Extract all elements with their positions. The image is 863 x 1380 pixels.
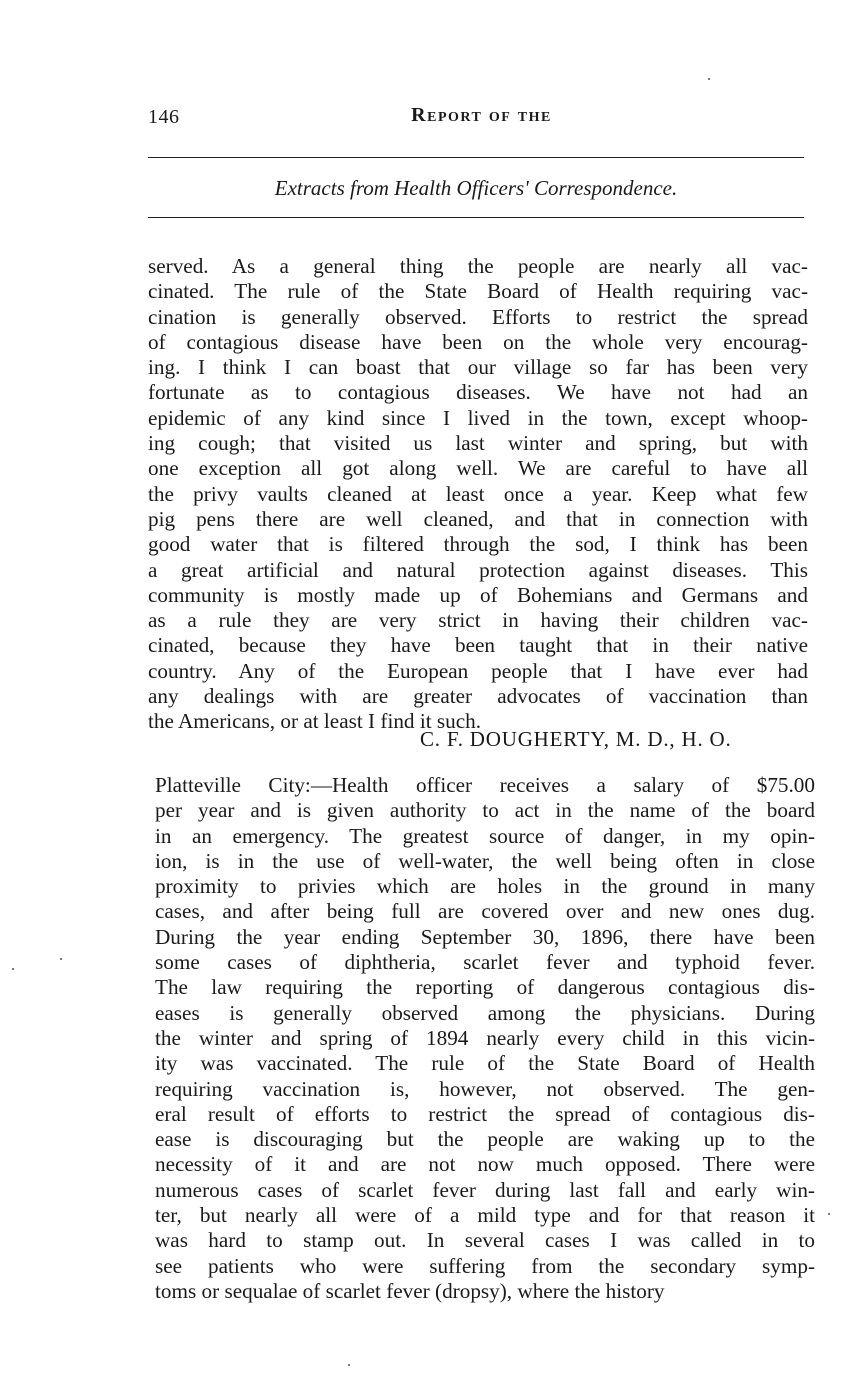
text-line: some cases of diphtheria, scarlet fever and typhoid fever. bbox=[155, 950, 815, 975]
text-line: community is mostly made up of Bohemians and Germans and bbox=[148, 582, 808, 607]
text-line: good water that is filtered through the sod, I think has been bbox=[148, 532, 808, 557]
text-line: toms or sequalae of scarlet fever (dropsy), where the history bbox=[155, 1278, 665, 1303]
header-rule-top bbox=[148, 157, 804, 158]
text-line: eases is generally observed among the physicians. During bbox=[155, 1000, 815, 1025]
text-line: see patients who were suffering from the secondary symp- bbox=[155, 1253, 815, 1278]
text-line: proximity to privies which are holes in the ground in many bbox=[155, 874, 815, 899]
text-line: ing cough; that visited us last winter and spring, but with bbox=[148, 431, 808, 456]
page-number: 146 bbox=[148, 106, 180, 128]
text-line: pig pens there are well cleaned, and that in connection with bbox=[148, 506, 808, 531]
paragraph-1 bbox=[148, 254, 808, 735]
section-title: Extracts from Health Officers' Correspondence. bbox=[274, 176, 678, 200]
text-line: numerous cases of scarlet fever during last fall and early win- bbox=[155, 1177, 815, 1202]
text-line: ease is discouraging but the people are waking up to the bbox=[155, 1127, 815, 1152]
text-line: any dealings with are greater advocates of vaccination than bbox=[148, 684, 808, 709]
text-line: cinated. The rule of the State Board of Health requiring vac- bbox=[148, 279, 808, 304]
text-line: The law requiring the reporting of dangerous contagious dis- bbox=[155, 975, 815, 1000]
text-line: necessity of it and are not now much opposed. There were bbox=[155, 1152, 815, 1177]
text-line: cination is generally observed. Efforts to restrict the spread bbox=[148, 304, 808, 329]
signature: C. F. DOUGHERTY, M. D., H. O. bbox=[420, 727, 732, 751]
scan-speck bbox=[60, 958, 62, 960]
text-line: served. As a general thing the people are nearly all vac- bbox=[148, 254, 808, 278]
text-line: cases, and after being full are covered over and new ones dug. bbox=[155, 899, 815, 924]
text-line: country. Any of the European people that I have ever had bbox=[148, 658, 808, 683]
text-line: the Americans, or at least I find it such. bbox=[148, 709, 482, 734]
text-line: a great artificial and natural protection against diseases. This bbox=[148, 557, 808, 582]
text-line: as a rule they are very strict in having their children vac- bbox=[148, 608, 808, 633]
text-line: eral result of efforts to restrict the spread of contagious dis- bbox=[155, 1101, 815, 1126]
text-line: ter, but nearly all were of a mild type and for that reason it bbox=[155, 1203, 815, 1228]
text-line: in an emergency. The greatest source of danger, in my opin- bbox=[155, 823, 815, 848]
scan-speck bbox=[828, 1213, 830, 1215]
text-line: requiring vaccination is, however, not observed. The gen- bbox=[155, 1076, 815, 1101]
text-line: per year and is given authority to act in the name of the board bbox=[155, 798, 815, 823]
text-line: the winter and spring of 1894 nearly every child in this vicin- bbox=[155, 1025, 815, 1050]
text-line: During the year ending September 30, 1896, there have been bbox=[155, 924, 815, 949]
text-line: ion, is in the use of well-water, the well being often in close bbox=[155, 848, 815, 873]
text-line: ity was vaccinated. The rule of the State Board of Health bbox=[155, 1051, 815, 1076]
paragraph-2 bbox=[155, 773, 815, 1304]
text-line: ing. I think I can boast that our village so far has been very bbox=[148, 355, 808, 380]
text-line: was hard to stamp out. In several cases I was called in to bbox=[155, 1228, 815, 1253]
scan-speck bbox=[12, 968, 14, 970]
running-head: Report of the bbox=[411, 104, 552, 126]
header-rule-bottom bbox=[148, 217, 804, 218]
scan-speck bbox=[708, 78, 710, 80]
text-line: of contagious disease have been on the whole very encourag- bbox=[148, 329, 808, 354]
text-line: fortunate as to contagious diseases. We have not had an bbox=[148, 380, 808, 405]
text-line: the privy vaults cleaned at least once a year. Keep what few bbox=[148, 481, 808, 506]
scan-speck bbox=[348, 1364, 350, 1366]
text-line: one exception all got along well. We are careful to have all bbox=[148, 456, 808, 481]
text-line: cinated, because they have been taught that in their native bbox=[148, 633, 808, 658]
text-line: epidemic of any kind since I lived in the town, except whoop- bbox=[148, 405, 808, 430]
text-line: Platteville City:—Health officer receives a salary of $75.00 bbox=[155, 773, 815, 797]
